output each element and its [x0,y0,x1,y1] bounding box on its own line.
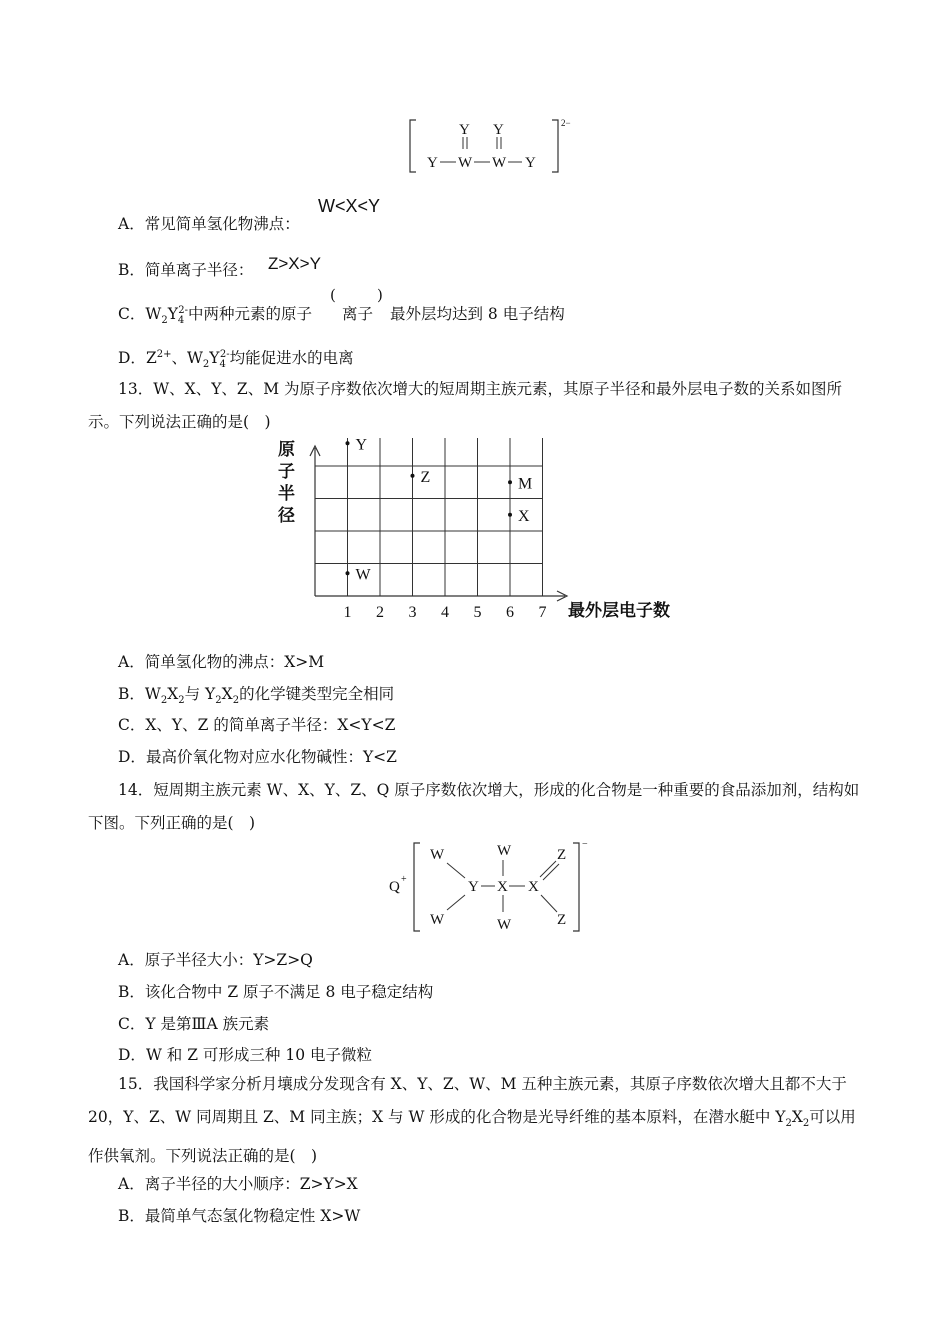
q12-option-b-formula: Z>X>Y [268,254,321,273]
data-point-label-W: W [355,566,371,584]
q14-option-d[interactable]: D．W 和 Z 可形成三种 10 电子微粒 [118,1046,372,1064]
cation-charge: + [401,874,407,885]
q15-option-a[interactable]: A．离子半径的大小顺序：Z>Y>X [118,1175,358,1193]
data-point-label-Y: Y [355,438,368,454]
atom-y-top2: Y [493,122,504,138]
question-text: 短周期主族元素 W、X、Y、Z、Q 原子序数依次增大，形成的化合物是一种重要的食品添加剂，结构如下图。下列正确的是( ) [88,781,860,832]
option-letter: C． [118,305,146,323]
data-point-label-M: M [518,475,533,493]
y-axis-label-char: 原 [278,440,295,459]
q14-option-a[interactable]: A．原子半径大小：Y>Z>Q [118,951,313,969]
q12-option-d[interactable]: D．$Z^{2+}$、$W_2Y_4^{2-}$均能促进水的电离 [118,348,354,371]
atom-x1: X [497,879,508,895]
atom-y-top1: Y [459,122,470,138]
question-text: W、X、Y、Z、M 为原子序数依次增大的短周期主族元素，其原子半径和最外层电子数的关系如图所示。下列说法正确的是( ) [88,380,843,431]
x-tick-label: 2 [376,604,384,621]
option-text: 简单离子半径： [144,261,254,279]
question-number: 15． [118,1075,154,1093]
x-tick-labels [344,604,547,621]
q12-option-c-paren-close: ) [377,286,383,304]
option-text: 常见简单氢化物沸点： [144,215,300,233]
data-point-X [508,513,512,517]
data-point-Y [346,441,350,445]
x-tick-label: 1 [343,604,352,621]
x-tick-label: 4 [441,604,449,621]
x-tick-label: 7 [538,604,547,621]
atom-y: Y [468,879,479,895]
data-point-label-X: X [518,507,530,525]
q13-option-a[interactable]: A．简单氢化物的沸点：X>M [118,653,325,671]
right-bracket [552,120,558,172]
q13-stem [88,373,868,439]
q13-chart [270,438,700,628]
data-point-Z [411,474,415,478]
q14-structure-figure [385,835,605,940]
question-number: 13． [118,380,154,398]
atom-w-bl: W [430,912,445,928]
q12-option-a-formula: W<X<Y [318,196,381,216]
y-axis-label-char: 子 [278,462,295,481]
atom-w1: W [458,155,473,171]
atom-w-top: W [497,843,512,859]
option-letter: A． [118,215,145,233]
atom-z-bot: Z [557,912,567,928]
question-number: 14． [118,781,154,799]
q12-option-c[interactable]: C．$W_2Y_4^{2-}$中两种元素的原子 [118,304,313,327]
atom-y-right: Y [525,155,536,171]
x-tick-label: 5 [473,604,482,621]
y-axis-label-char: 半 [278,484,295,503]
x-axis-label: 最外层电子数 [568,601,670,620]
atom-w2: W [492,155,507,171]
data-point-label-Z: Z [420,468,431,486]
q13-option-c[interactable]: C．X、Y、Z 的简单离子半径：X<Y<Z [118,716,396,734]
x-tick-label: 6 [506,604,514,621]
q14-stem [88,774,868,840]
ion-charge: 2− [561,118,571,128]
y-axis-label-char: 径 [278,506,295,525]
q13-option-b[interactable]: B．$W_2X_2$与 $Y_2X_2$的化学键类型完全相同 [118,685,395,707]
q12-structure-figure [400,112,590,182]
atom-z-top: Z [557,847,567,863]
q13-option-d[interactable]: D．最高价氧化物对应水化物碱性：Y<Z [118,748,397,766]
cation-q: Q [389,879,400,895]
q12-option-c-paren-open: ( [330,286,336,304]
left-bracket [410,120,416,172]
q14-option-b[interactable]: B．该化合物中 Z 原子不满足 8 电子稳定结构 [118,983,434,1001]
option-letter: B． [118,261,145,279]
data-point-W [346,571,350,575]
q15-stem: 15．我国科学家分析月壤成分发现含有 X、Y、Z、W、M 五种主族元素，其原子序数依次增大且都不大于 20，Y、Z、W 同周期且 Z、M 同主族；X 与 W 形成的化合物是光导纤维的基本原料，在潜水艇中 $Y_2X_2$可以用作供氧剂。下列说法正确的是( ) [88,1075,856,1166]
q12-option-a[interactable] [118,212,300,234]
q12-option-c-tail: 最外层均达到 8 电子结构 [390,305,565,323]
y-axis-label [277,439,295,525]
atom-y-left: Y [427,155,438,171]
atom-x2: X [528,879,539,895]
atom-w-bot: W [497,917,512,933]
q12-option-b[interactable] [118,258,253,280]
data-point-M [508,480,512,484]
option-letter: D． [118,349,146,367]
anion-charge: − [582,839,588,850]
x-tick-label: 3 [408,604,417,621]
q12-option-c-ion: 离子 [342,305,374,323]
q14-option-c[interactable]: C．Y 是第ⅢA 族元素 [118,1015,270,1033]
q15-option-b[interactable]: B．最简单气态氢化物稳定性 X>W [118,1207,361,1225]
data-points [346,438,533,583]
atom-w-tl: W [430,847,445,863]
